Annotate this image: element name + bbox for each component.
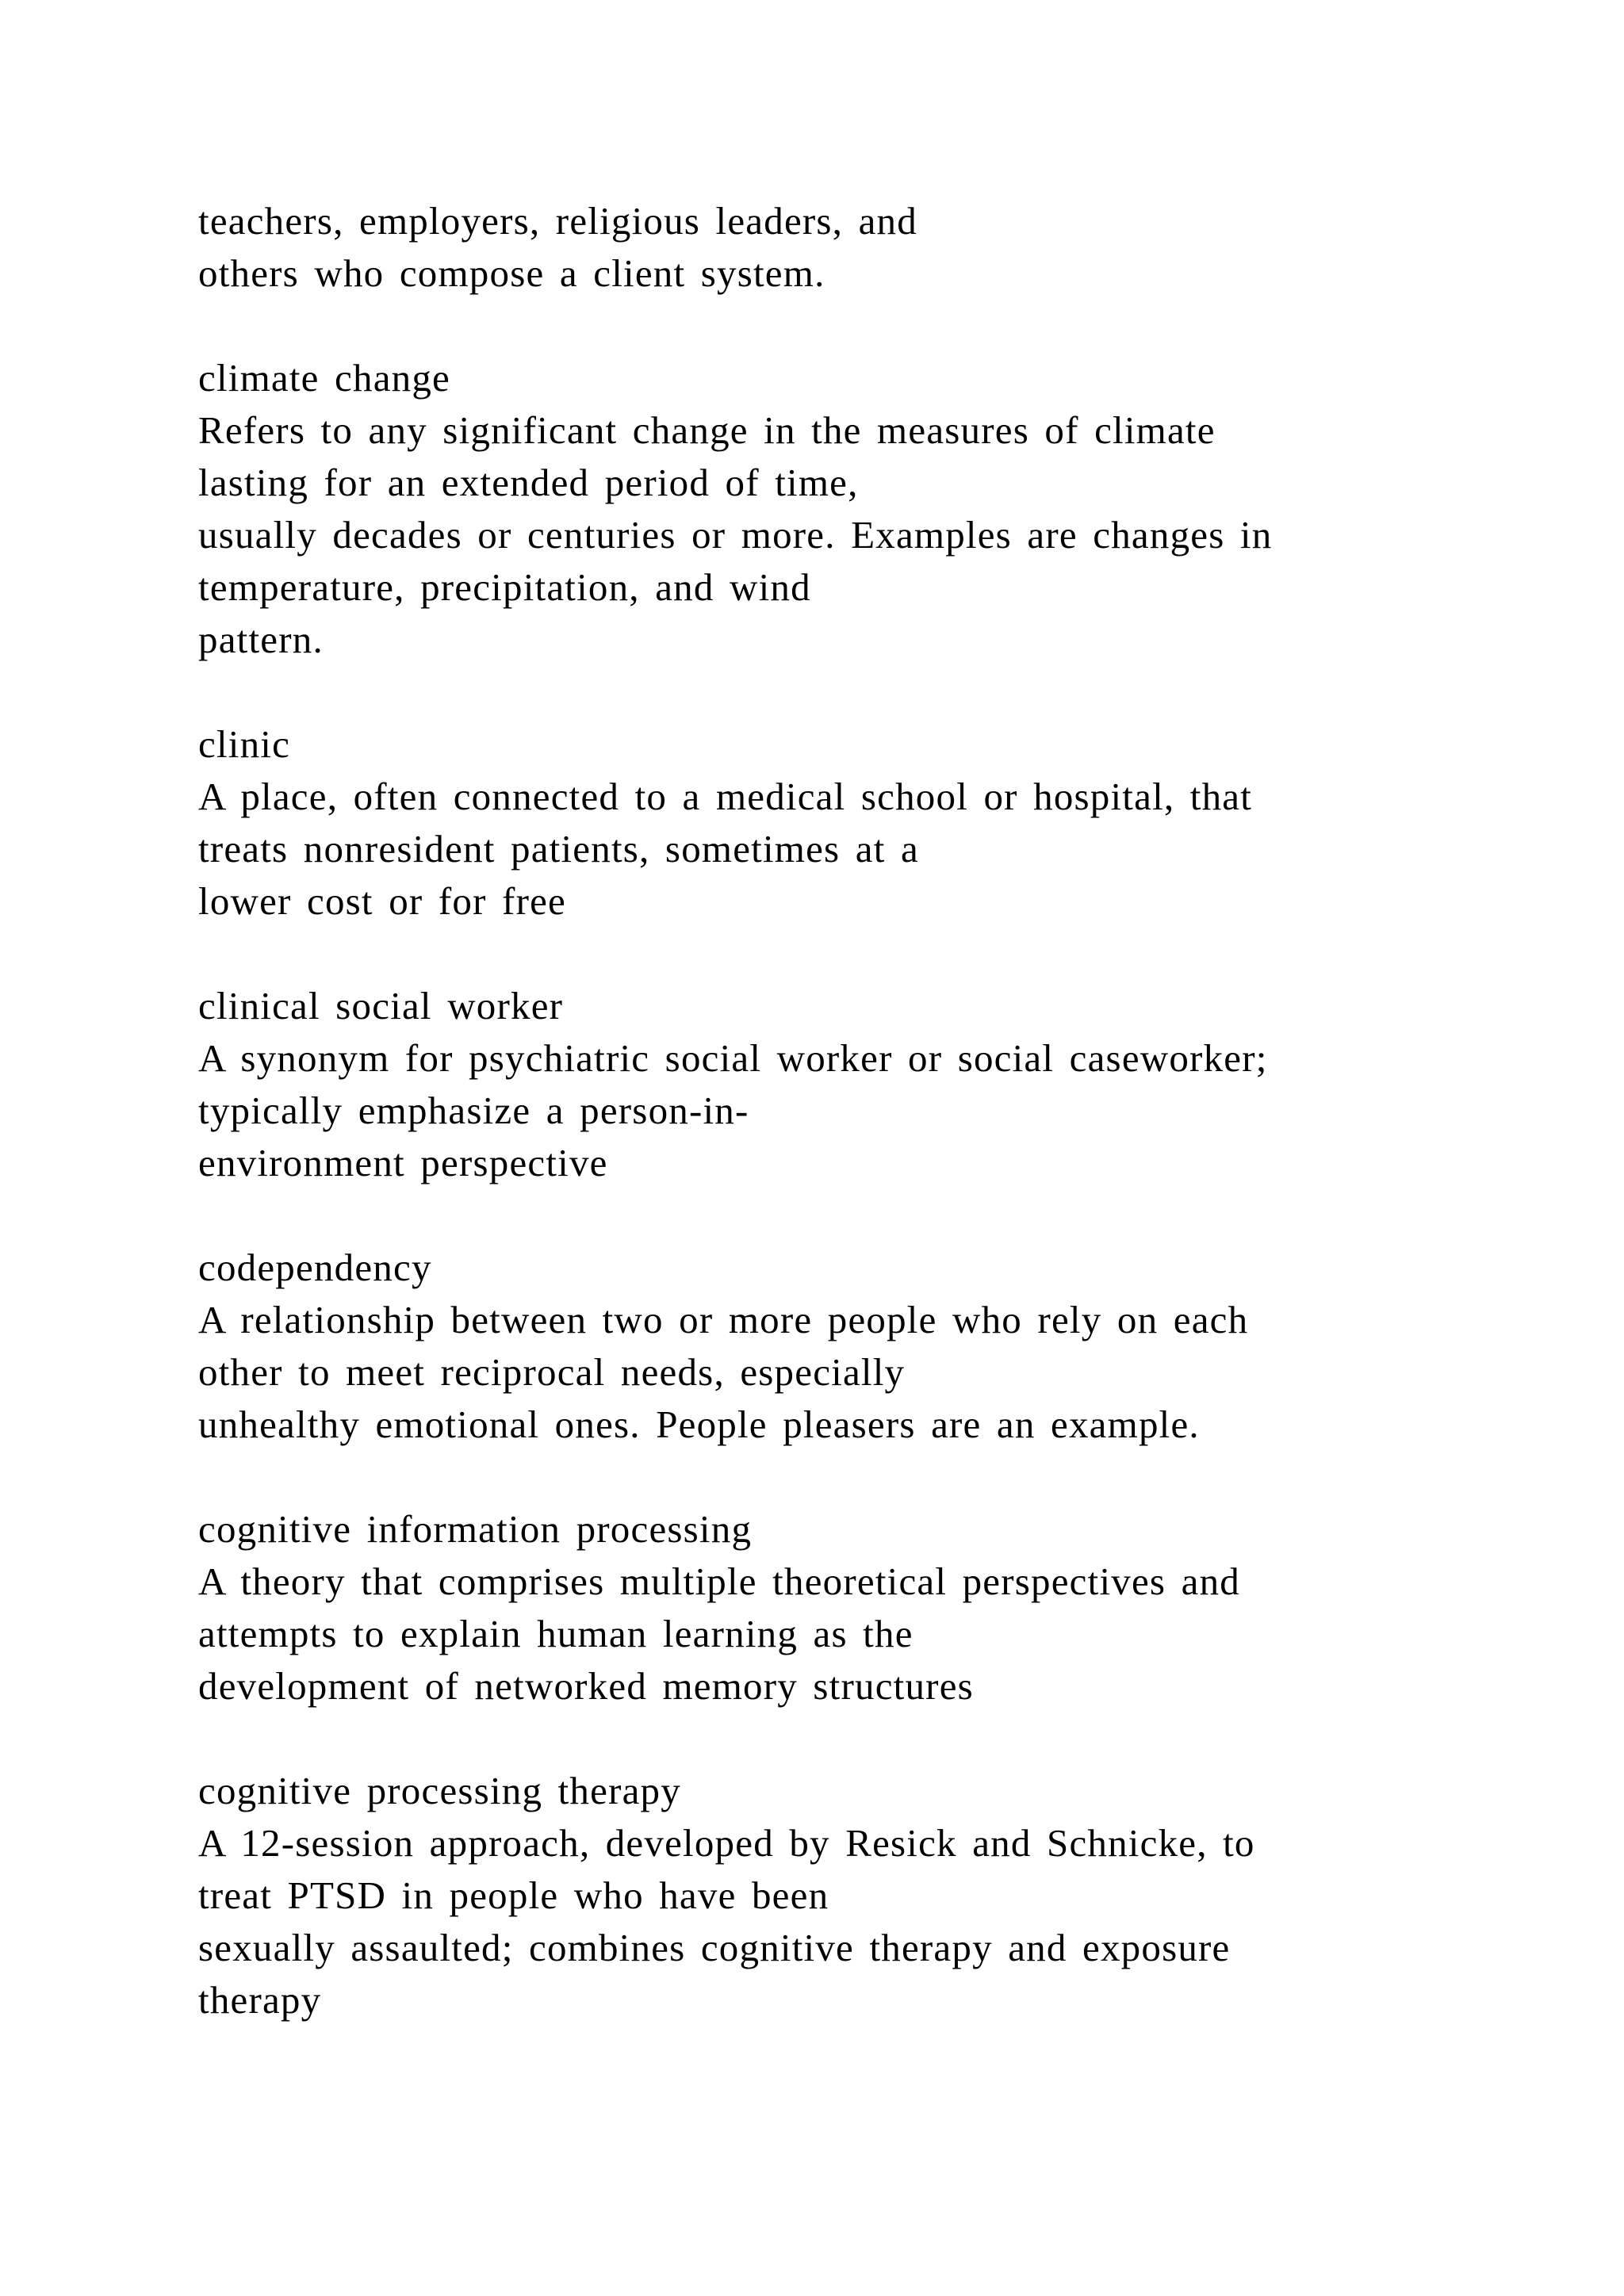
glossary-term: cognitive processing therapy (198, 1769, 681, 1812)
definition-line: temperature, precipitation, and wind (198, 565, 811, 609)
definition-line: pattern. (198, 618, 324, 661)
definition-line: A synonym for psychiatric social worker or social caseworker; (198, 1036, 1268, 1080)
glossary-term: climate change (198, 356, 450, 400)
definition-line: lasting for an extended period of time, (198, 461, 859, 504)
definition-line: usually decades or centuries or more. Examples are changes in (198, 513, 1273, 557)
paragraph-gap (198, 1189, 1546, 1242)
definition-line: other to meet reciprocal needs, especially (198, 1350, 906, 1394)
definition-line: Refers to any significant change in the measures of climate (198, 408, 1216, 452)
definition-line: sexually assaulted; combines cognitive therapy and exposure (198, 1926, 1231, 1969)
glossary-entry (198, 1503, 1546, 1712)
definition-line: treat PTSD in people who have been (198, 1873, 829, 1917)
glossary-entry (198, 1242, 1546, 1451)
glossary-entry (198, 1765, 1546, 2026)
glossary-term: clinic (198, 722, 291, 766)
definition-line: A relationship between two or more people who rely on each (198, 1298, 1249, 1341)
definition-line: unhealthy emotional ones. People pleasers are an example. (198, 1402, 1200, 1446)
glossary-entry (198, 352, 1546, 666)
paragraph-gap (198, 666, 1546, 718)
definition-line: A place, often connected to a medical school or hospital, that (198, 775, 1253, 818)
glossary-term: clinical social worker (198, 984, 564, 1027)
paragraph-gap (198, 1451, 1546, 1503)
definition-line: A theory that comprises multiple theoretical perspectives and (198, 1559, 1240, 1603)
paragraph-gap (198, 300, 1546, 352)
paragraph-gap (198, 928, 1546, 980)
glossary-entry (198, 980, 1546, 1189)
glossary-entry (198, 718, 1546, 928)
glossary-term: codependency (198, 1246, 432, 1289)
definition-line: lower cost or for free (198, 879, 566, 923)
intro-line: teachers, employers, religious leaders, and (198, 199, 917, 243)
intro-line: others who compose a client system. (198, 251, 825, 295)
definition-line: treats nonresident patients, sometimes at a (198, 827, 919, 871)
definition-line: typically emphasize a person-in- (198, 1089, 749, 1132)
definition-line: A 12-session approach, developed by Resick and Schnicke, to (198, 1821, 1255, 1865)
definition-line: attempts to explain human learning as the (198, 1612, 914, 1655)
glossary-term: cognitive information processing (198, 1507, 753, 1551)
definition-line: therapy (198, 1978, 322, 2022)
glossary-text (198, 195, 1546, 2026)
definition-line: development of networked memory structures (198, 1664, 974, 1708)
paragraph-gap (198, 1712, 1546, 1765)
definition-line: environment perspective (198, 1141, 608, 1184)
